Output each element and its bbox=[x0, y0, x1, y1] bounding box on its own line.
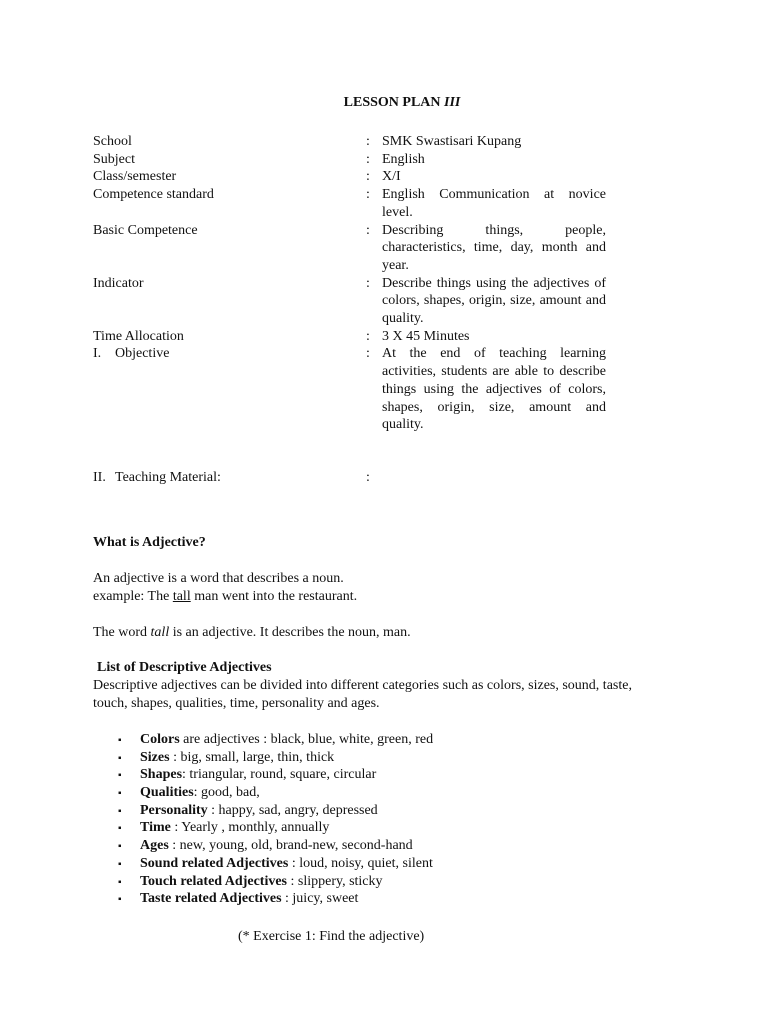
word-sentence-word: tall bbox=[150, 625, 170, 640]
info-label: Class/semester bbox=[93, 169, 177, 185]
info-value: English Communication at novice level. bbox=[382, 187, 606, 220]
category-examples: : new, young, old, brand-new, second-hand bbox=[168, 838, 413, 854]
list-item bbox=[118, 890, 433, 908]
info-row-competence-standard bbox=[93, 186, 613, 221]
category-examples: : happy, sad, angry, depressed bbox=[207, 802, 378, 818]
info-colon: : bbox=[366, 169, 370, 185]
teaching-number: II. bbox=[93, 469, 106, 485]
info-label: School bbox=[93, 134, 132, 149]
info-label: Basic Competence bbox=[93, 222, 198, 238]
example-line bbox=[93, 588, 663, 606]
objective-label bbox=[93, 345, 366, 434]
list-item bbox=[118, 749, 433, 767]
info-value: 3 X 45 Minutes bbox=[382, 328, 470, 344]
category-list bbox=[118, 731, 433, 908]
info-colon: : bbox=[366, 222, 370, 238]
info-colon: : bbox=[366, 328, 370, 344]
bullet-icon: ▪ bbox=[118, 823, 122, 835]
info-colon: : bbox=[366, 134, 370, 149]
info-row-school bbox=[93, 133, 613, 151]
definition-paragraph bbox=[93, 570, 663, 605]
bullet-icon: ▪ bbox=[118, 805, 122, 817]
bullet-icon: ▪ bbox=[118, 858, 122, 870]
title-text: LESSON PLAN bbox=[343, 95, 444, 110]
category-examples: : loud, noisy, quiet, silent bbox=[288, 855, 433, 871]
info-label: Indicator bbox=[93, 275, 144, 291]
info-row-class bbox=[93, 168, 613, 186]
info-row-time-allocation bbox=[93, 328, 613, 346]
title-roman-numeral: III bbox=[444, 95, 461, 110]
what-is-adjective-heading: What is Adjective? bbox=[93, 535, 206, 550]
bullet-icon: ▪ bbox=[118, 876, 122, 888]
info-row-teaching-material bbox=[93, 469, 613, 487]
teaching-value bbox=[382, 469, 606, 487]
category-name: Touch related Adjectives bbox=[140, 873, 287, 889]
info-colon: : bbox=[366, 346, 370, 362]
info-row-basic-competence bbox=[93, 222, 613, 275]
info-value: SMK Swastisari Kupang bbox=[382, 134, 522, 149]
bullet-icon: ▪ bbox=[118, 841, 122, 853]
example-word: tall bbox=[172, 588, 191, 604]
info-label: Subject bbox=[93, 151, 135, 167]
list-item bbox=[118, 819, 433, 837]
exercise-note: (* Exercise 1: Find the adjective) bbox=[238, 929, 425, 944]
info-colon: : bbox=[366, 151, 370, 167]
info-row-indicator bbox=[93, 275, 613, 328]
category-name: Taste related Adjectives bbox=[140, 891, 282, 907]
info-colon: : bbox=[366, 187, 370, 203]
list-item bbox=[118, 837, 433, 855]
objective-value: At the end of teaching learning activities, students are able to describe things using the adjectives of colors, shapes, origin, size, amount and quality. bbox=[382, 346, 606, 433]
info-row-objective bbox=[93, 345, 613, 434]
list-item bbox=[118, 766, 433, 784]
example-suffix: man went into the restaurant. bbox=[190, 588, 358, 604]
list-heading: List of Descriptive Adjectives bbox=[97, 660, 272, 675]
category-examples: : Yearly , monthly, annually bbox=[170, 820, 330, 836]
teaching-label-text: Teaching Material: bbox=[115, 469, 221, 485]
list-item bbox=[118, 731, 433, 749]
page-title bbox=[0, 94, 768, 112]
category-name: Sizes bbox=[140, 749, 170, 765]
category-examples: : slippery, sticky bbox=[287, 873, 383, 889]
category-examples: : juicy, sweet bbox=[281, 891, 359, 907]
category-examples: : good, bad, bbox=[193, 785, 260, 801]
category-name: Personality bbox=[140, 802, 208, 818]
info-value: Describe things using the adjectives of colors, shapes, origin, size, amount and quality. bbox=[382, 275, 606, 327]
category-name: Sound related Adjectives bbox=[140, 855, 289, 871]
bullet-icon: ▪ bbox=[118, 752, 122, 764]
category-name: Time bbox=[140, 820, 171, 836]
teaching-label bbox=[93, 469, 366, 487]
category-name: Qualities bbox=[140, 785, 194, 801]
list-intro: Descriptive adjectives can be divided into different categories such as colors, sizes, sound, taste, touch, shapes, qualities, time, personality and ages. bbox=[93, 678, 632, 711]
word-sentence-prefix: The word bbox=[93, 625, 151, 640]
info-value: X/I bbox=[382, 169, 401, 185]
bullet-icon: ▪ bbox=[118, 770, 122, 782]
category-examples: : triangular, round, square, circular bbox=[182, 767, 377, 783]
list-item bbox=[118, 873, 433, 891]
example-prefix: example: The bbox=[93, 588, 173, 604]
category-name: Colors bbox=[140, 732, 180, 747]
info-colon: : bbox=[366, 275, 370, 291]
list-item bbox=[118, 802, 433, 820]
definition-line: An adjective is a word that describes a noun. bbox=[93, 571, 344, 586]
info-label: Time Allocation bbox=[93, 328, 184, 344]
objective-number: I. bbox=[93, 346, 102, 362]
list-item bbox=[118, 784, 433, 802]
objective-label-text: Objective bbox=[115, 346, 170, 362]
category-examples: : big, small, large, thin, thick bbox=[169, 749, 335, 765]
bullet-icon: ▪ bbox=[118, 788, 122, 800]
info-value: Describing things, people, characteristics, time, day, month and year. bbox=[382, 222, 606, 273]
word-sentence-suffix: is an adjective. It describes the noun, man. bbox=[169, 625, 411, 640]
info-label: Competence standard bbox=[93, 187, 214, 203]
category-name: Ages bbox=[140, 838, 169, 854]
bullet-icon: ▪ bbox=[118, 894, 122, 906]
info-row-subject bbox=[93, 151, 613, 169]
bullet-icon: ▪ bbox=[118, 735, 122, 746]
list-item bbox=[118, 855, 433, 873]
category-examples: are adjectives : black, blue, white, green, red bbox=[179, 732, 434, 747]
info-value: English bbox=[382, 151, 425, 167]
info-table bbox=[93, 133, 613, 487]
word-sentence bbox=[93, 624, 663, 642]
info-colon: : bbox=[366, 469, 370, 485]
category-name: Shapes bbox=[140, 767, 183, 783]
